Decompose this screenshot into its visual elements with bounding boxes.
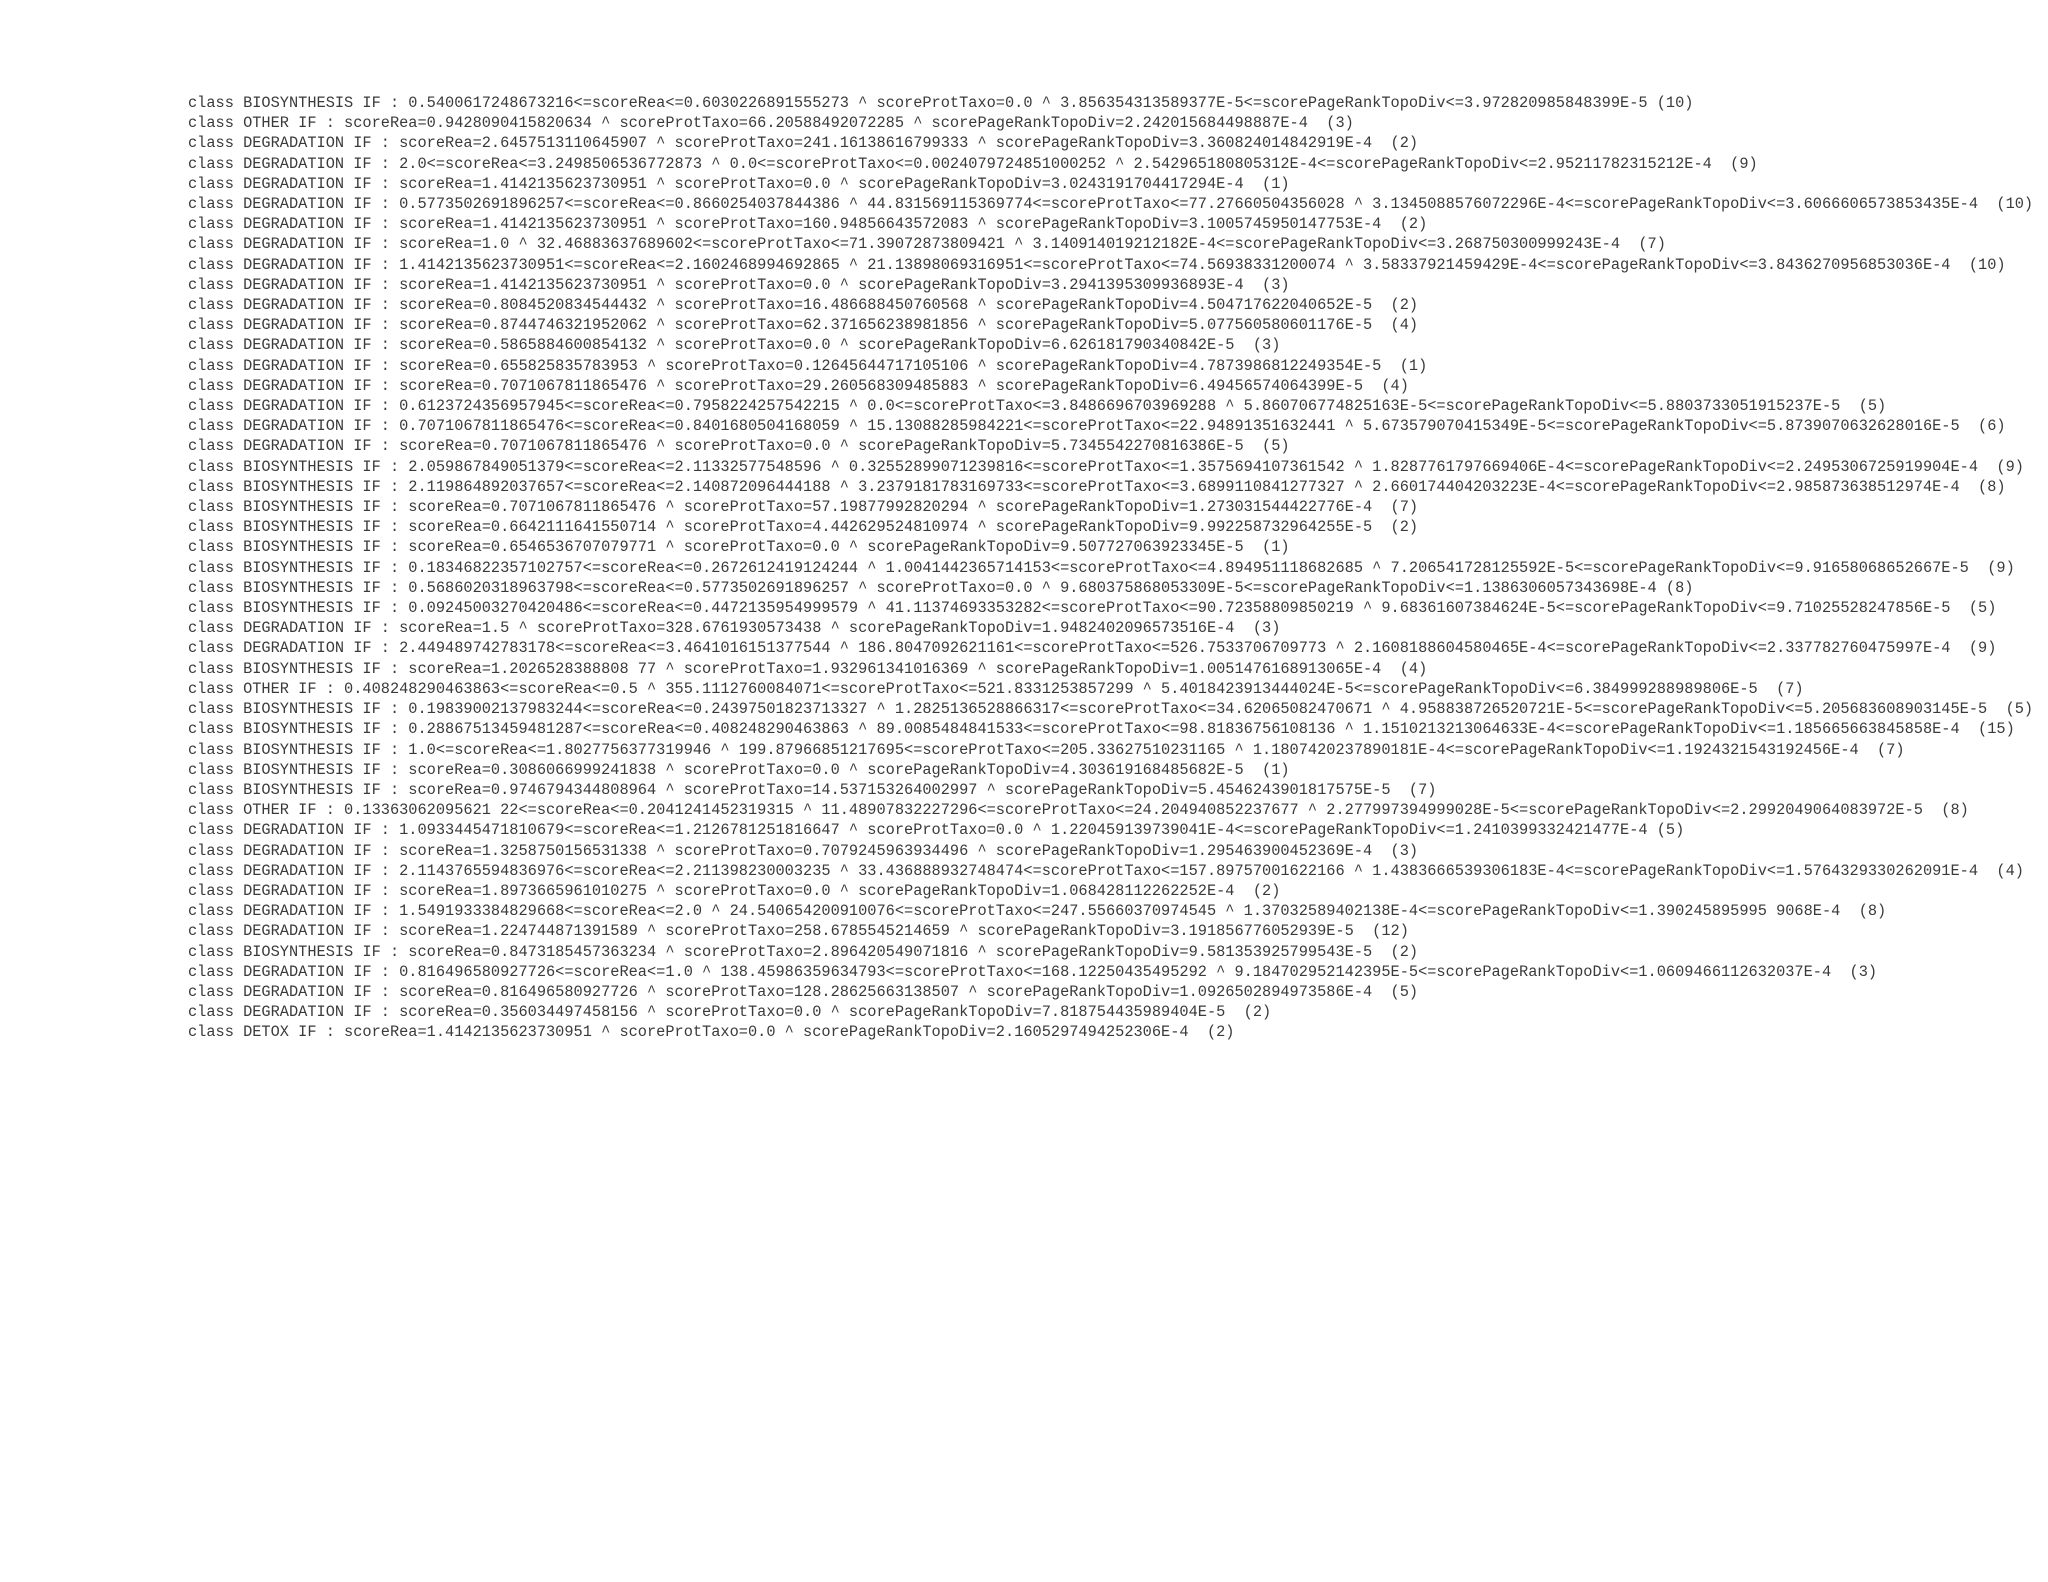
- rule-line: class BIOSYNTHESIS IF : 2.119864892037657<=scoreRea<=2.140872096444188 ^ 3.2379181783169733<=scoreProtTaxo<=3.6899110841277327 ^ 2.660174404203223E-4<=scorePageRankTopoDiv<=2.985873638512974E-4 (8): [188, 477, 2006, 496]
- rule-line: class BIOSYNTHESIS IF : scoreRea=0.9746794344808964 ^ scoreProtTaxo=14.537153264002997 ^ scorePageRankTopoDiv=5.4546243901817575E-5 (7): [188, 780, 1437, 799]
- rule-line: class DEGRADATION IF : scoreRea=0.7071067811865476 ^ scoreProtTaxo=29.260568309485883 ^ scorePageRankTopoDiv=6.49456574064399E-5 (4): [188, 376, 1409, 395]
- rule-line: class BIOSYNTHESIS IF : scoreRea=1.2026528388808 77 ^ scoreProtTaxo=1.932961341016369 ^ scorePageRankTopoDiv=1.0051476168913065E-4 (4): [188, 659, 1428, 678]
- rule-line: class BIOSYNTHESIS IF : 0.09245003270420486<=scoreRea<=0.4472135954999579 ^ 41.11374693353282<=scoreProtTaxo<=90.72358809850219 ^ 9.68361607384624E-5<=scorePageRankTopoDiv<=9.71025528247856E-5 (5): [188, 599, 1997, 618]
- rule-line: class BIOSYNTHESIS IF : scoreRea=0.6642111641550714 ^ scoreProtTaxo=4.442629524810974 ^ scorePageRankTopoDiv=9.992258732964255E-5 (2): [188, 518, 1419, 537]
- rule-line: class BIOSYNTHESIS IF : 0.28867513459481287<=scoreRea<=0.408248290463863 ^ 89.0085484841533<=scoreProtTaxo<=98.81836756108136 ^ 1.1510213213064633E-4<=scorePageRankTopoDiv<=1.185665663845858E-4 (15): [188, 720, 2015, 739]
- rule-line: class DEGRADATION IF : scoreRea=1.224744871391589 ^ scoreProtTaxo=258.6785545214659 ^ scorePageRankTopoDiv=3.191856776052939E-5 (12): [188, 922, 1409, 941]
- rule-line: class DEGRADATION IF : 0.7071067811865476<=scoreRea<=0.8401680504168059 ^ 15.13088285984221<=scoreProtTaxo<=22.94891351632441 ^ 5.673579070415349E-5<=scorePageRankTopoDiv<=5.8739070632628016E-5 (6): [188, 417, 2006, 436]
- rule-line: class OTHER IF : 0.408248290463863<=scoreRea<=0.5 ^ 355.1112760084071<=scoreProtTaxo<=521.8331253857299 ^ 5.4018423913444024E-5<=scorePageRankTopoDiv<=6.384999288989806E-5 (7): [188, 679, 1804, 698]
- rule-line: class DEGRADATION IF : scoreRea=0.7071067811865476 ^ scoreProtTaxo=0.0 ^ scorePageRankTopoDiv=5.7345542270816386E-5 (5): [188, 437, 1290, 456]
- rule-line: class DEGRADATION IF : scoreRea=0.655825835783953 ^ scoreProtTaxo=0.12645644717105106 ^ scorePageRankTopoDiv=4.7873986812249354E-5 (1): [188, 356, 1428, 375]
- rule-line: class DETOX IF : scoreRea=1.4142135623730951 ^ scoreProtTaxo=0.0 ^ scorePageRankTopoDiv=2.1605297494252306E-4 (2): [188, 1023, 1235, 1042]
- rule-line: class BIOSYNTHESIS IF : scoreRea=0.8473185457363234 ^ scoreProtTaxo=2.896420549071816 ^ scorePageRankTopoDiv=9.581353925799543E-5 (2): [188, 942, 1419, 961]
- rule-line: class BIOSYNTHESIS IF : 0.19839002137983244<=scoreRea<=0.24397501823713327 ^ 1.2825136528866317<=scoreProtTaxo<=34.62065082470671 ^ 4.958838726520721E-5<=scorePageRankTopoDiv<=5.205683608903145E-5 (5): [188, 700, 2034, 719]
- rule-line: class DEGRADATION IF : 0.6123724356957945<=scoreRea<=0.7958224257542215 ^ 0.0<=scoreProtTaxo<=3.8486696703969288 ^ 5.860706774825163E-5<=scorePageRankTopoDiv<=5.8803733051915237E-5 (5): [188, 397, 1887, 416]
- rule-line: class BIOSYNTHESIS IF : scoreRea=0.6546536707079771 ^ scoreProtTaxo=0.0 ^ scorePageRankTopoDiv=9.507727063923345E-5 (1): [188, 538, 1290, 557]
- rule-line: class DEGRADATION IF : 2.449489742783178<=scoreRea<=3.4641016151377544 ^ 186.8047092621161<=scoreProtTaxo<=526.7533706709773 ^ 2.1608188604580465E-4<=scorePageRankTopoDiv<=2.337782760475997E-4 (9): [188, 639, 1997, 658]
- rule-line: class DEGRADATION IF : scoreRea=0.8744746321952062 ^ scoreProtTaxo=62.371656238981856 ^ scorePageRankTopoDiv=5.077560580601176E-5 (4): [188, 316, 1419, 335]
- rule-line: class DEGRADATION IF : scoreRea=0.356034497458156 ^ scoreProtTaxo=0.0 ^ scorePageRankTopoDiv=7.818754435989404E-5 (2): [188, 1003, 1272, 1022]
- rule-line: class DEGRADATION IF : 0.816496580927726<=scoreRea<=1.0 ^ 138.45986359634793<=scoreProtTaxo<=168.12250435495292 ^ 9.184702952142395E-5<=scorePageRankTopoDiv<=1.0609466112632037E-4 (3): [188, 962, 1878, 981]
- rule-line: class BIOSYNTHESIS IF : 0.5686020318963798<=scoreRea<=0.5773502691896257 ^ scoreProtTaxo=0.0 ^ 9.680375868053309E-5<=scorePageRankTopoDiv<=1.1386306057343698E-4 (8): [188, 578, 1694, 597]
- rule-line: class DEGRADATION IF : scoreRea=0.5865884600854132 ^ scoreProtTaxo=0.0 ^ scorePageRankTopoDiv=6.626181790340842E-5 (3): [188, 336, 1281, 355]
- rule-line: class DEGRADATION IF : scoreRea=2.6457513110645907 ^ scoreProtTaxo=241.16138616799333 ^ scorePageRankTopoDiv=3.360824014842919E-4 (2): [188, 134, 1419, 153]
- rule-list: [96, 93, 2036, 1043]
- rule-line: class DEGRADATION IF : scoreRea=1.8973665961010275 ^ scoreProtTaxo=0.0 ^ scorePageRankTopoDiv=1.068428112262252E-4 (2): [188, 881, 1281, 900]
- rule-line: class BIOSYNTHESIS IF : 0.18346822357102757<=scoreRea<=0.2672612419124244 ^ 1.0041442365714153<=scoreProtTaxo<=4.894951118682685 ^ 7.206541728125592E-5<=scorePageRankTopoDiv<=9.91658068652667E-5 (9): [188, 558, 2015, 577]
- rule-line: class DEGRADATION IF : scoreRea=1.0 ^ 32.46883637689602<=scoreProtTaxo<=71.39072873809421 ^ 3.140914019212182E-4<=scorePageRankTopoDiv<=3.268750300999243E-4 (7): [188, 235, 1666, 254]
- rule-line: class DEGRADATION IF : scoreRea=1.5 ^ scoreProtTaxo=328.6761930573438 ^ scorePageRankTopoDiv=1.9482402096573516E-4 (3): [188, 619, 1281, 638]
- rule-line: class DEGRADATION IF : scoreRea=1.4142135623730951 ^ scoreProtTaxo=0.0 ^ scorePageRankTopoDiv=3.0243191704417294E-4 (1): [188, 174, 1290, 193]
- rule-line: class DEGRADATION IF : 0.5773502691896257<=scoreRea<=0.8660254037844386 ^ 44.831569115369774<=scoreProtTaxo<=77.27660504356028 ^ 3.1345088576072296E-4<=scorePageRankTopoDiv<=3.6066606573853435E-4 (10): [188, 195, 2034, 214]
- rule-line: class OTHER IF : scoreRea=0.9428090415820634 ^ scoreProtTaxo=66.20588492072285 ^ scorePageRankTopoDiv=2.242015684498887E-4 (3): [188, 114, 1354, 133]
- rule-line: class DEGRADATION IF : scoreRea=1.4142135623730951 ^ scoreProtTaxo=0.0 ^ scorePageRankTopoDiv=3.2941395309936893E-4 (3): [188, 275, 1290, 294]
- rule-line: class DEGRADATION IF : 1.4142135623730951<=scoreRea<=2.1602468994692865 ^ 21.13898069316951<=scoreProtTaxo<=74.56938331200074 ^ 3.58337921459429E-4<=scorePageRankTopoDiv<=3.8436270956853036E-4 (10): [188, 255, 2006, 274]
- rule-line: class BIOSYNTHESIS IF : scoreRea=0.7071067811865476 ^ scoreProtTaxo=57.19877992820294 ^ scorePageRankTopoDiv=1.273031544422776E-4 (7): [188, 498, 1419, 517]
- rule-line: class DEGRADATION IF : scoreRea=0.8084520834544432 ^ scoreProtTaxo=16.486688450760568 ^ scorePageRankTopoDiv=4.504717622040652E-5 (2): [188, 296, 1419, 315]
- rule-line: class BIOSYNTHESIS IF : 0.5400617248673216<=scoreRea<=0.6030226891555273 ^ scoreProtTaxo=0.0 ^ 3.856354313589377E-5<=scorePageRankTopoDiv<=3.972820985848399E-5 (10): [188, 94, 1694, 112]
- rule-line: class BIOSYNTHESIS IF : scoreRea=0.3086066999241838 ^ scoreProtTaxo=0.0 ^ scorePageRankTopoDiv=4.303619168485682E-5 (1): [188, 760, 1290, 779]
- rule-line: class DEGRADATION IF : 1.5491933384829668<=scoreRea<=2.0 ^ 24.540654200910076<=scoreProtTaxo<=247.55660370974545 ^ 1.37032589402138E-4<=scorePageRankTopoDiv<=1.390245895995 9068E-4 (8): [188, 902, 1887, 921]
- rule-line: class DEGRADATION IF : 1.0933445471810679<=scoreRea<=1.2126781251816647 ^ scoreProtTaxo=0.0 ^ 1.220459139739041E-4<=scorePageRankTopoDiv<=1.2410399332421477E-4 (5): [188, 821, 1685, 840]
- rule-line: class DEGRADATION IF : scoreRea=0.816496580927726 ^ scoreProtTaxo=128.28625663138507 ^ scorePageRankTopoDiv=1.0926502894973586E-4 (5): [188, 982, 1419, 1001]
- rule-line: class BIOSYNTHESIS IF : 2.059867849051379<=scoreRea<=2.11332577548596 ^ 0.32552899071239816<=scoreProtTaxo<=1.3575694107361542 ^ 1.8287761797669406E-4<=scorePageRankTopoDiv<=2.2495306725919904E-4 (9): [188, 457, 2024, 476]
- rule-line: class DEGRADATION IF : 2.1143765594836976<=scoreRea<=2.211398230003235 ^ 33.436888932748474<=scoreProtTaxo<=157.89757001622166 ^ 1.4383666539306183E-4<=scorePageRankTopoDiv<=1.5764329330262091E-4 (4): [188, 861, 2024, 880]
- rule-line: class OTHER IF : 0.13363062095621 22<=scoreRea<=0.2041241452319315 ^ 11.48907832227296<=scoreProtTaxo<=24.204940852237677 ^ 2.277997394999028E-5<=scorePageRankTopoDiv<=2.2992049064083972E-5 (8): [188, 801, 1969, 820]
- rule-line: class DEGRADATION IF : scoreRea=1.3258750156531338 ^ scoreProtTaxo=0.7079245963934496 ^ scorePageRankTopoDiv=1.295463900452369E-4 (3): [188, 841, 1419, 860]
- rule-line: class BIOSYNTHESIS IF : 1.0<=scoreRea<=1.8027756377319946 ^ 199.87966851217695<=scoreProtTaxo<=205.33627510231165 ^ 1.1807420237890181E-4<=scorePageRankTopoDiv<=1.1924321543192456E-4 (7): [188, 740, 1905, 759]
- rule-line: class DEGRADATION IF : scoreRea=1.4142135623730951 ^ scoreProtTaxo=160.94856643572083 ^ scorePageRankTopoDiv=3.1005745950147753E-4 (2): [188, 215, 1428, 234]
- rule-line: class DEGRADATION IF : 2.0<=scoreRea<=3.2498506536772873 ^ 0.0<=scoreProtTaxo<=0.0024079724851000252 ^ 2.542965180805312E-4<=scorePageRankTopoDiv<=2.95211782315212E-4 (9): [188, 154, 1758, 173]
